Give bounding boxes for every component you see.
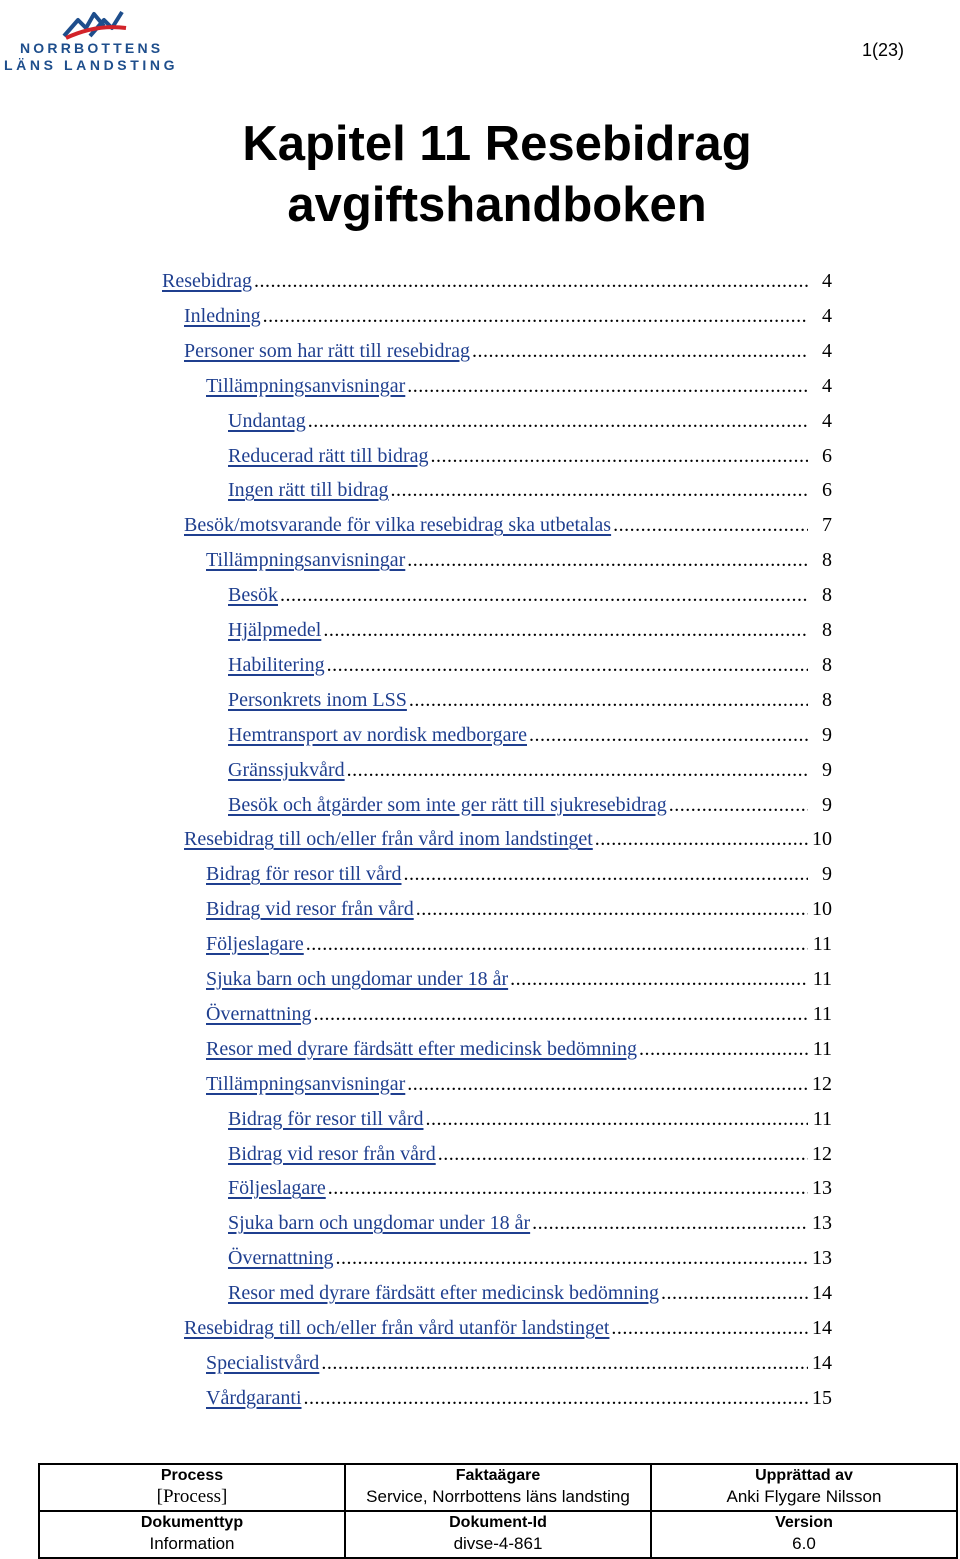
toc-page-number: 11: [812, 1107, 832, 1130]
toc-dot-leader: [595, 822, 808, 856]
toc-dot-leader: [347, 753, 808, 787]
toc-entry[interactable]: [206, 962, 832, 996]
page-number: 1(23): [861, 40, 904, 60]
toc-dot-leader: [426, 1102, 809, 1136]
toc-dot-leader: [409, 683, 808, 717]
toc-page-number: 13: [812, 1177, 832, 1200]
toc-page-number: 6: [822, 479, 832, 502]
toc-page-number: 12: [812, 1072, 832, 1095]
toc-entry-link[interactable]: Bidrag vid resor från vård: [228, 1142, 436, 1165]
toc-entry[interactable]: [184, 1311, 832, 1345]
toc-dot-leader: [404, 857, 809, 891]
toc-entry[interactable]: [206, 543, 832, 577]
toc-dot-leader: [407, 369, 808, 403]
toc-page-number: 8: [822, 619, 832, 641]
footer-owner-label: Faktaägare: [455, 1467, 541, 1484]
toc-page-number: 11: [812, 968, 832, 990]
toc-entry-link[interactable]: Tillämpningsanvisningar: [206, 1072, 406, 1095]
toc-page-number: 9: [822, 758, 832, 781]
toc-entry[interactable]: [184, 299, 832, 333]
toc-page-number: 4: [822, 270, 832, 292]
footer-doctype-cell: [39, 1511, 345, 1558]
toc-dot-leader: [532, 1206, 808, 1240]
toc-dot-leader: [336, 1241, 808, 1275]
toc-dot-leader: [472, 334, 808, 368]
toc-page-number: 4: [822, 374, 832, 397]
toc-entry-link[interactable]: Undantag: [228, 409, 306, 432]
toc-entry-link[interactable]: Besök: [228, 584, 278, 607]
toc-dot-leader: [510, 962, 808, 996]
toc-dot-leader: [254, 264, 808, 298]
toc-page-number: 11: [812, 1037, 832, 1060]
toc-entry-link[interactable]: Ingen rätt till bidrag: [228, 479, 389, 502]
landsting-logo-icon: [60, 6, 130, 40]
toc-entry[interactable]: [228, 473, 832, 507]
toc-page-number: 9: [822, 863, 832, 886]
toc-page-number: 10: [812, 898, 832, 921]
toc-page-number: 11: [812, 1002, 832, 1025]
footer-docid-label: Dokument-Id: [449, 1514, 547, 1531]
toc-entry-link[interactable]: Övernattning: [228, 1247, 334, 1270]
toc-entry-link[interactable]: Resor med dyrare färdsätt efter medicinsk bedömning: [206, 1037, 637, 1060]
footer-author-cell: [651, 1464, 957, 1511]
toc-entry-link[interactable]: Resor med dyrare färdsätt efter medicinsk bedömning: [228, 1282, 659, 1305]
toc-page-number: 4: [822, 409, 832, 432]
toc-entry[interactable]: [228, 578, 832, 612]
toc-entry[interactable]: [228, 1171, 832, 1205]
footer-owner-value: Service, Norrbottens läns landsting: [366, 1487, 630, 1506]
toc-dot-leader: [407, 1067, 808, 1101]
toc-dot-leader: [430, 439, 808, 473]
footer-doctype-label: Dokumenttyp: [140, 1514, 244, 1531]
toc-page-number: 13: [812, 1212, 832, 1235]
toc-entry-link[interactable]: Habilitering: [228, 653, 325, 676]
toc-entry[interactable]: [228, 1241, 832, 1275]
toc-entry-link[interactable]: Sjuka barn och ungdomar under 18 år: [228, 1212, 531, 1235]
toc-entry-link[interactable]: Besök och åtgärder som inte ger rätt till sjukresebidrag: [228, 793, 667, 816]
footer-process-label: Process: [160, 1467, 224, 1484]
toc-entry[interactable]: [206, 927, 832, 961]
footer-version-label: Version: [775, 1514, 833, 1531]
toc-dot-leader: [611, 1311, 808, 1345]
toc-dot-leader: [529, 718, 808, 752]
toc-entry-link[interactable]: Följeslagare: [228, 1177, 326, 1200]
toc-dot-leader: [391, 473, 808, 507]
toc-entry-link[interactable]: Hemtransport av nordisk medborgare: [228, 723, 527, 746]
toc-entry[interactable]: [206, 1346, 832, 1380]
toc-entry-link[interactable]: Besök/motsvarande för vilka resebidrag ska utbetalas: [184, 514, 612, 537]
toc-page-number: 4: [822, 339, 832, 362]
toc-entry-link[interactable]: Specialistvård: [206, 1351, 320, 1374]
footer-process-cell: [39, 1464, 345, 1511]
toc-entry-link[interactable]: Personkrets inom LSS: [228, 688, 407, 711]
toc-dot-leader: [308, 404, 808, 438]
toc-entry[interactable]: [228, 718, 832, 752]
toc-page-number: 7: [822, 514, 832, 537]
toc-page-number: 10: [812, 828, 832, 851]
toc-dot-leader: [280, 578, 808, 612]
toc-page-number: 14: [812, 1317, 832, 1339]
toc-page-number: 14: [812, 1351, 832, 1374]
toc-page-number: 14: [812, 1282, 832, 1305]
toc-entry-link[interactable]: Gränssjukvård: [228, 758, 345, 781]
toc-entry[interactable]: [228, 1206, 832, 1240]
toc-entry[interactable]: [228, 613, 832, 647]
toc-page-number: 8: [822, 653, 832, 676]
toc-page-number: 15: [812, 1386, 832, 1409]
toc-entry[interactable]: [206, 997, 832, 1031]
toc-entry[interactable]: [162, 264, 832, 298]
toc-page-number: 11: [812, 933, 832, 956]
toc-page-number: 9: [822, 793, 832, 816]
toc-entry[interactable]: [228, 1137, 832, 1171]
title-line2: avgiftshandboken: [287, 178, 707, 232]
toc-page-number: 4: [822, 304, 832, 327]
toc-entry[interactable]: [184, 822, 832, 856]
toc-dot-leader: [328, 1171, 808, 1205]
toc-page-number: 9: [822, 723, 832, 746]
toc-page-number: 6: [822, 444, 832, 467]
footer-doctype-value: Information: [149, 1534, 235, 1553]
toc-entry-link[interactable]: Reducerad rätt till bidrag: [228, 444, 429, 467]
toc-dot-leader: [304, 1381, 808, 1415]
toc-entry[interactable]: [184, 508, 832, 542]
toc-entry-link[interactable]: Resebidrag: [162, 270, 252, 292]
footer-owner-cell: [345, 1464, 651, 1511]
toc-entry[interactable]: [206, 857, 832, 891]
organization-logo: [4, 6, 179, 73]
toc-entry[interactable]: [228, 1102, 832, 1136]
footer-author-label: Upprättad av: [755, 1467, 853, 1484]
toc-dot-leader: [263, 299, 808, 333]
toc-dot-leader: [438, 1137, 808, 1171]
toc-entry[interactable]: [228, 1276, 832, 1310]
toc-dot-leader: [661, 1276, 808, 1310]
toc-entry[interactable]: [184, 334, 832, 368]
toc-entry-link[interactable]: Sjuka barn och ungdomar under 18 år: [206, 968, 509, 990]
logo-text-line1: NORRBOTTENS: [20, 40, 164, 56]
toc-entry-link[interactable]: Bidrag för resor till vård: [206, 863, 402, 886]
toc-dot-leader: [613, 508, 808, 542]
toc-dot-leader: [314, 997, 808, 1031]
toc-entry-link[interactable]: Tillämpningsanvisningar: [206, 374, 406, 397]
toc-entry-link[interactable]: Bidrag för resor till vård: [228, 1107, 424, 1130]
title-line1: Kapitel 11 Resebidrag: [242, 117, 752, 171]
logo-text-line2: LÄNS LANDSTING: [4, 57, 179, 73]
toc-entry[interactable]: [228, 683, 832, 717]
toc-page-number: 13: [812, 1247, 832, 1270]
footer-author-value: Anki Flygare Nilsson: [726, 1487, 882, 1506]
footer-process-value: [Process]: [156, 1486, 228, 1507]
toc-page-number: 8: [822, 584, 832, 607]
toc-entry[interactable]: [206, 1067, 832, 1101]
toc-page-number: 8: [822, 688, 832, 711]
toc-entry-link[interactable]: Resebidrag till och/eller från vård utanför landstinget: [184, 1317, 610, 1339]
document-footer-table: [38, 1463, 958, 1559]
toc-dot-leader: [327, 648, 808, 682]
toc-entry[interactable]: [206, 892, 832, 926]
toc-entry-link[interactable]: Vårdgaranti: [206, 1386, 302, 1409]
toc-entry[interactable]: [206, 369, 832, 403]
toc-entry-link[interactable]: Personer som har rätt till resebidrag: [184, 339, 471, 362]
toc-entry-link[interactable]: Följeslagare: [206, 933, 304, 956]
toc-entry[interactable]: [228, 404, 832, 438]
toc-dot-leader: [306, 927, 808, 961]
toc-page-number: 8: [822, 549, 832, 572]
toc-entry[interactable]: [228, 439, 832, 473]
footer-docid-value: divse-4-861: [453, 1534, 543, 1553]
toc-dot-leader: [416, 892, 808, 926]
toc-entry[interactable]: [228, 788, 832, 822]
toc-entry[interactable]: [228, 753, 832, 787]
footer-version-cell: [651, 1511, 957, 1558]
toc-entry[interactable]: [206, 1381, 832, 1415]
toc-entry[interactable]: [228, 648, 832, 682]
footer-docid-cell: [345, 1511, 651, 1558]
toc-dot-leader: [639, 1032, 808, 1066]
footer-version-value: 6.0: [792, 1534, 816, 1553]
toc-entry-link[interactable]: Bidrag vid resor från vård: [206, 898, 414, 921]
toc-dot-leader: [323, 613, 808, 647]
toc-entry-link[interactable]: Övernattning: [206, 1002, 312, 1025]
toc-entry-link[interactable]: Hjälpmedel: [228, 619, 322, 641]
document-title: [0, 114, 960, 236]
toc-entry-link[interactable]: Tillämpningsanvisningar: [206, 549, 406, 572]
toc-dot-leader: [669, 788, 808, 822]
toc-dot-leader: [321, 1346, 808, 1380]
toc-entry-link[interactable]: Inledning: [184, 304, 261, 327]
toc-page-number: 12: [812, 1142, 832, 1165]
toc-entry[interactable]: [206, 1032, 832, 1066]
toc-dot-leader: [407, 543, 808, 577]
toc-entry-link[interactable]: Resebidrag till och/eller från vård inom landstinget: [184, 828, 593, 851]
